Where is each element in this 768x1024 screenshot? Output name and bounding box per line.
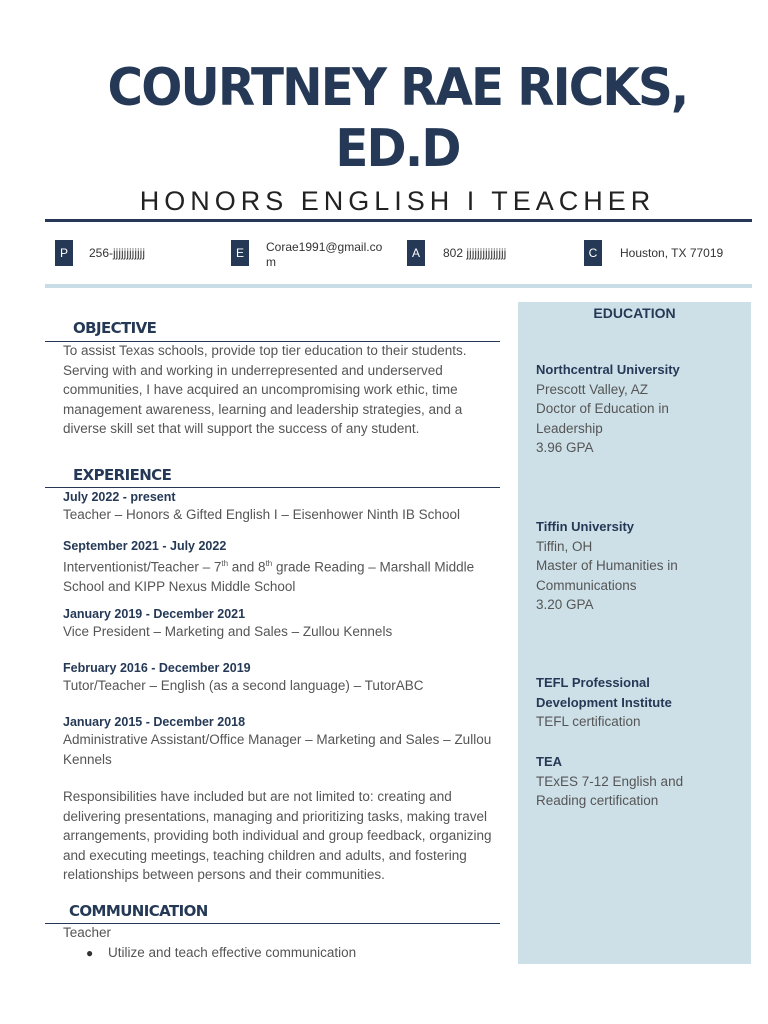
job-date: February 2016 - December 2019: [63, 661, 251, 675]
job-title: Administrative Assistant/Office Manager – Marketing and Sales – Zullou Kennels: [63, 732, 492, 767]
email-line-1: Corae1991@gmail.co: [266, 240, 383, 254]
ordinal-suffix: th: [221, 559, 229, 568]
education-item: [536, 752, 746, 811]
email-icon: E: [231, 240, 249, 266]
job-entry: [63, 538, 500, 597]
job-title-heading: HONORS ENGLISH I TEACHER: [139, 186, 656, 216]
job-title: Vice President – Marketing and Sales – Zullou Kennels: [63, 624, 393, 639]
objective-heading: OBJECTIVE: [73, 319, 157, 337]
job-title-part: Interventionist/Teacher – 7: [63, 559, 222, 575]
education-heading: EDUCATION: [593, 305, 676, 321]
communication-heading: COMMUNICATION: [69, 902, 208, 920]
school-detail: Master of Humanities in: [536, 558, 678, 574]
school-detail: Tiffin, OH: [536, 538, 593, 554]
contact-divider: [45, 284, 752, 288]
school-name: TEA: [536, 754, 562, 769]
header-divider: [45, 219, 752, 222]
education-item: [536, 673, 746, 732]
job-date: January 2019 - December 2021: [63, 607, 246, 621]
job-entry: [63, 660, 500, 696]
school-detail: Reading certification: [536, 793, 659, 809]
job-date: January 2015 - December 2018: [63, 715, 246, 729]
communication-bullet: Utilize and teach effective communication: [108, 945, 357, 960]
job-entry: [63, 714, 500, 769]
ordinal-suffix: th: [265, 559, 273, 568]
job-date: September 2021 - July 2022: [63, 539, 227, 553]
school-detail: 3.96 GPA: [536, 440, 594, 456]
city-icon: C: [584, 240, 602, 266]
job-title: Tutor/Teacher – English (as a second language) – TutorABC: [63, 678, 424, 693]
candidate-name: [28, 58, 767, 180]
school-detail: Communications: [536, 577, 637, 593]
education-item: [536, 517, 746, 615]
education-item: [536, 360, 746, 458]
job-title: [63, 554, 500, 597]
job-title: Teacher – Honors & Gifted English I – Eisenhower Ninth IB School: [63, 507, 460, 522]
school-detail: 3.20 GPA: [536, 597, 594, 613]
address-icon: A: [407, 240, 425, 266]
experience-heading: EXPERIENCE: [73, 466, 172, 484]
objective-text: To assist Texas schools, provide top tier education to their students. Serving with and working in underrepresented and underserved communities, I have acquired an uncompromising work ethic, time management awareness, learning and leadership strategies, and a diverse skill set that will support the success of any student.: [63, 343, 467, 437]
school-detail: TEFL certification: [536, 714, 641, 730]
name-line-2: ED.D: [335, 119, 460, 179]
school-detail: Prescott Valley, AZ: [536, 381, 649, 397]
address-text: 802 jjjjjjjjjjjjjjj: [443, 246, 507, 260]
job-entry: [63, 489, 500, 525]
phone-icon: P: [55, 240, 73, 266]
school-name-line-2: Development Institute: [536, 694, 672, 710]
job-title-part: grade Reading – Marshall Middle School and KIPP Nexus Middle School: [63, 559, 475, 595]
job-title-part: and 8: [228, 559, 266, 575]
school-name: Tiffin University: [536, 519, 635, 534]
experience-rule: [45, 487, 500, 488]
communication-role: Teacher: [63, 925, 112, 940]
name-line-1: COURTNEY RAE RICKS,: [107, 58, 688, 118]
school-detail: Leadership: [536, 420, 603, 436]
school-name: Northcentral University: [536, 362, 680, 377]
email-text[interactable]: [266, 240, 382, 270]
school-detail: Doctor of Education in: [536, 401, 669, 417]
city-text: Houston, TX 77019: [620, 246, 724, 260]
responsibilities-text: Responsibilities have included but are not limited to: creating and delivering presentations, managing and prioritizing tasks, making travel arrangements, providing both individual and group feedback, organizing and executing meetings, teaching children and adults, and fostering relationships between persons and their communities.: [63, 789, 492, 883]
job-entry: [63, 606, 500, 642]
job-date: July 2022 - present: [63, 490, 176, 504]
bullet-icon: ●: [86, 946, 94, 960]
phone-text: 256-jjjjjjjjjjjj: [89, 246, 146, 260]
email-line-2: m: [266, 255, 276, 269]
school-name-line-1: TEFL Professional: [536, 675, 650, 690]
school-detail: TExES 7-12 English and: [536, 773, 684, 789]
